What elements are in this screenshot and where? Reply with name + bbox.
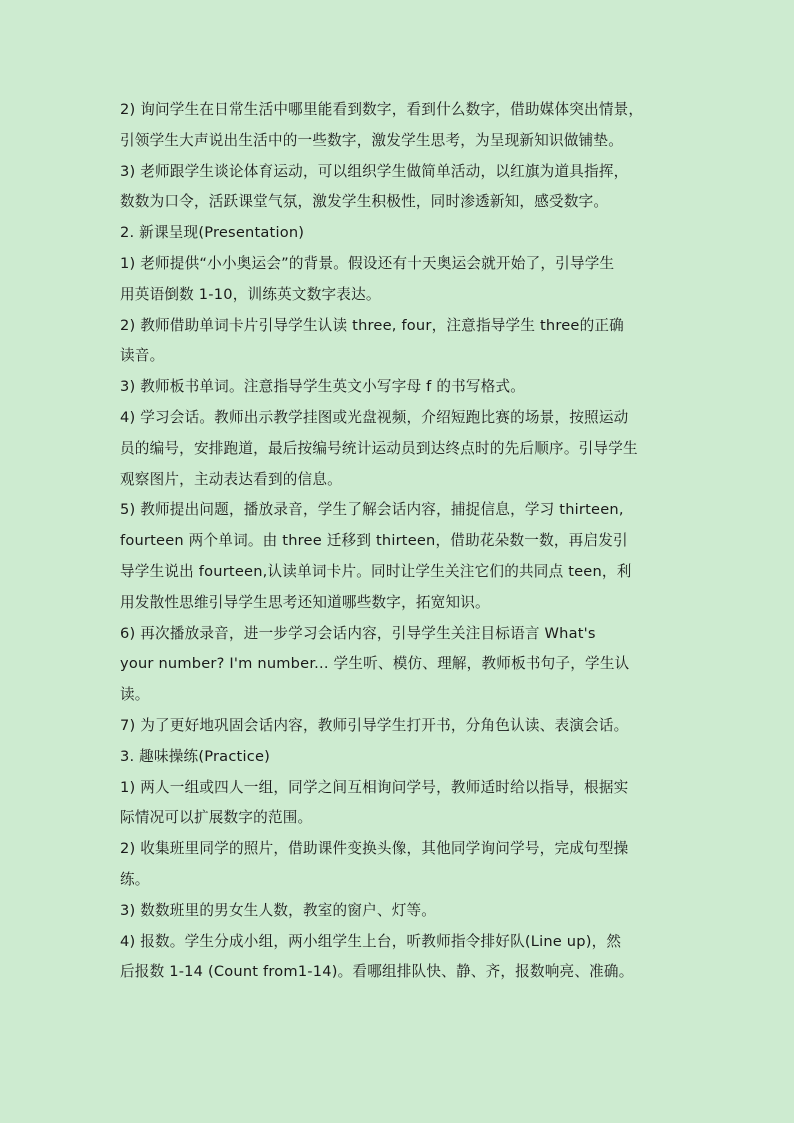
- section-heading: 2. 新课呈现(Presentation): [120, 224, 305, 242]
- text-line: 用英语倒数 1-10，训练英文数字表达。: [120, 285, 381, 303]
- text-line: 2) 收集班里同学的照片，借助课件变换头像，其他同学询问学号，完成句型操: [120, 840, 629, 858]
- text-line: 2) 教师借助单词卡片引导学生认读 three, four，注意指导学生 three的正确: [120, 316, 624, 334]
- text-line: 导学生说出 fourteen,认读单词卡片。同时让学生关注它们的共同点 teen，利: [120, 562, 632, 580]
- text-line: 引领学生大声说出生活中的一些数字，激发学生思考，为呈现新知识做铺垫。: [120, 131, 623, 149]
- text-line: 3) 教师板书单词。注意指导学生英文小写字母 f 的书写格式。: [120, 378, 526, 396]
- text-line: 用发散性思维引导学生思考还知道哪些数字，拓宽知识。: [120, 593, 490, 611]
- text-line: your number? I'm number... 学生听、模仿、理解，教师板书句子，学生认: [120, 655, 630, 673]
- text-line: 际情况可以扩展数字的范围。: [120, 809, 313, 827]
- text-line: 2) 询问学生在日常生活中哪里能看到数字，看到什么数字，借助媒体突出情景，: [120, 101, 644, 118]
- text-line: 4) 报数。学生分成小组，两小组学生上台，听教师指令排好队(Line up)，然: [120, 932, 622, 950]
- text-line: 5) 教师提出问题，播放录音，学生了解会话内容，捕捉信息，学习 thirteen,: [120, 501, 624, 519]
- text-line: 观察图片，主动表达看到的信息。: [120, 470, 342, 488]
- text-line: 3) 老师跟学生谈论体育运动，可以组织学生做简单活动，以红旗为道具指挥，: [120, 162, 629, 180]
- text-line: 7) 为了更好地巩固会话内容，教师引导学生打开书，分角色认读、表演会话。: [120, 716, 629, 734]
- text-line: fourteen 两个单词。由 three 迁移到 thirteen，借助花朵数一数，再启发引: [120, 532, 628, 550]
- text-line: 4) 学习会话。教师出示教学挂图或光盘视频，介绍短跑比赛的场景，按照运动: [120, 408, 629, 426]
- document-body: [120, 95, 680, 988]
- text-line: 后报数 1-14 (Count from1-14)。看哪组排队快、静、齐，报数响亮、准确。: [120, 963, 634, 981]
- section-heading: 3. 趣味操练(Practice): [120, 747, 271, 765]
- text-line: 6) 再次播放录音，进一步学习会话内容，引导学生关注目标语言 What's: [120, 624, 596, 642]
- text-line: 读音。: [120, 347, 165, 365]
- text-line: 练。: [120, 870, 150, 888]
- text-line: 员的编号，安排跑道，最后按编号统计运动员到达终点时的先后顺序。引导学生: [120, 439, 638, 457]
- text-line: 1) 两人一组或四人一组，同学之间互相询问学号，教师适时给以指导，根据实: [120, 778, 629, 796]
- text-line: 3) 数数班里的男女生人数，教室的窗户、灯等。: [120, 901, 437, 919]
- text-line: 读。: [120, 686, 150, 704]
- text-line: 1) 老师提供“小小奥运会”的背景。假设还有十天奥运会就开始了，引导学生: [120, 254, 615, 272]
- text-line: 数数为口令，活跃课堂气氛，激发学生积极性，同时渗透新知，感受数字。: [120, 193, 609, 211]
